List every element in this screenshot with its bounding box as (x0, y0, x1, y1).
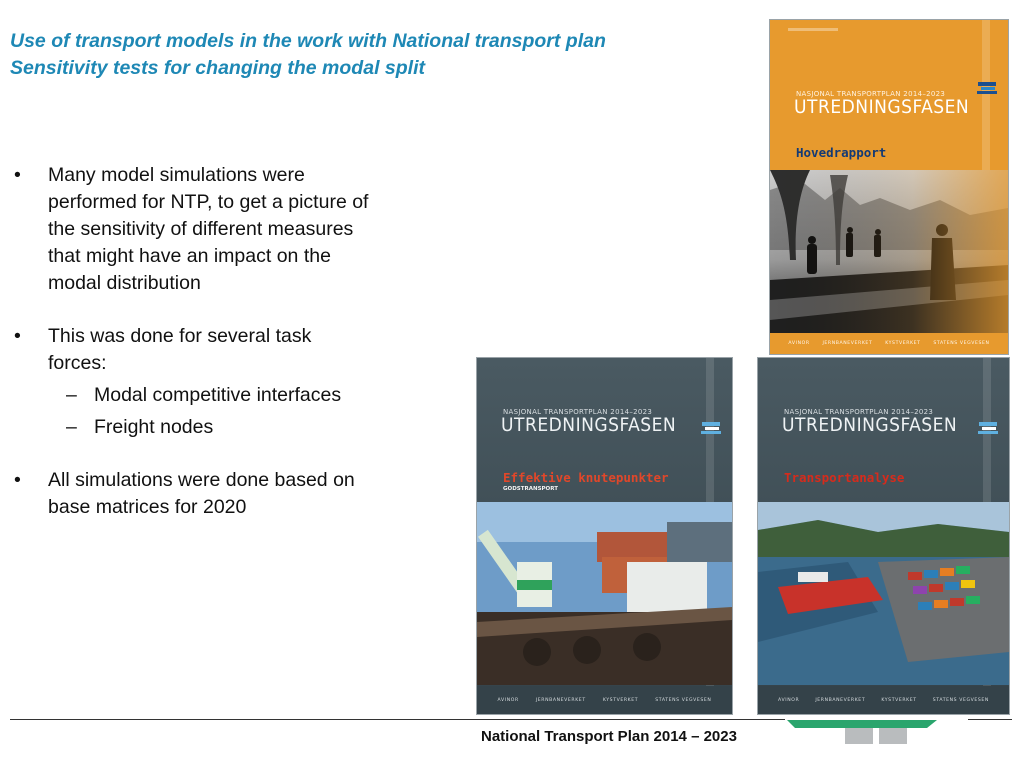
agency-label: STATENS VEGVESEN (933, 341, 990, 346)
cover-phase-title: UTREDNINGSFASEN (501, 414, 677, 436)
report-cover-effektive-knutepunkter (477, 358, 732, 714)
bullet-item: • All simulations were done based on base matrices for 2020 (10, 467, 370, 521)
cover-tag: GODSTRANSPORT (503, 486, 558, 492)
cover-subtitle: Transportanalyse (784, 470, 905, 485)
bullet-list (10, 162, 370, 547)
report-cover-hovedrapport (770, 20, 1008, 354)
agency-label: AVINOR (778, 697, 800, 703)
cover-subtitle: Effektive knutepunkter (503, 470, 669, 485)
agency-label: STATENS VEGVESEN (655, 697, 712, 703)
cover-photo-harbor (758, 502, 1009, 685)
cover-phase-title: UTREDNINGSFASEN (794, 96, 970, 118)
agency-label: KYSTVERKET (885, 341, 921, 346)
ntp-logo-icon (700, 420, 722, 436)
agency-label: JERNBANEVERKET (815, 697, 866, 703)
slide-title (10, 28, 606, 82)
slide-title-line-1: Use of transport models in the work with National transport plan (10, 30, 606, 52)
cover-agency-strip (477, 686, 732, 714)
cover-series-label: NASJONAL TRANSPORTPLAN 2014–2023 (784, 408, 934, 416)
cover-top-line (788, 28, 838, 31)
sub-bullet-list (48, 382, 370, 441)
cover-agency-strip (758, 686, 1009, 714)
cover-subtitle: Hovedrapport (796, 145, 887, 160)
footer-divider-right (968, 719, 1012, 720)
cover-photo-street (770, 170, 1008, 333)
cover-phase-title: UTREDNINGSFASEN (782, 414, 958, 436)
ntp-footer-logo-icon (787, 714, 967, 744)
bullet-text: This was done for several task forces: (48, 325, 312, 374)
cover-photo-containers (477, 502, 732, 685)
ntp-logo-icon (976, 80, 998, 96)
agency-label: JERNBANEVERKET (822, 341, 873, 346)
ntp-logo-icon (977, 420, 999, 436)
agency-label: AVINOR (497, 697, 519, 703)
sub-bullet-item: – Freight nodes (48, 414, 370, 441)
cover-agency-strip (770, 333, 1008, 354)
footer-title: National Transport Plan 2014 – 2023 (481, 728, 737, 745)
report-cover-transportanalyse (758, 358, 1009, 714)
agency-label: KYSTVERKET (602, 697, 639, 703)
bullet-item: • Many model simulations were performed for NTP, to get a picture of the sensitivity of different measures that might have an impact on the modal distribution (10, 162, 370, 297)
footer-divider (10, 719, 785, 720)
agency-label: STATENS VEGVESEN (932, 697, 989, 703)
cover-series-label: NASJONAL TRANSPORTPLAN 2014–2023 (796, 90, 946, 98)
bullet-item (10, 323, 370, 441)
slide-title-line-2: Sensitivity tests for changing the modal split (10, 57, 425, 79)
cover-series-label: NASJONAL TRANSPORTPLAN 2014–2023 (503, 408, 653, 416)
agency-label: JERNBANEVERKET (535, 697, 586, 703)
agency-label: KYSTVERKET (881, 697, 917, 703)
sub-bullet-item: – Modal competitive interfaces (48, 382, 370, 409)
agency-label: AVINOR (788, 341, 810, 346)
